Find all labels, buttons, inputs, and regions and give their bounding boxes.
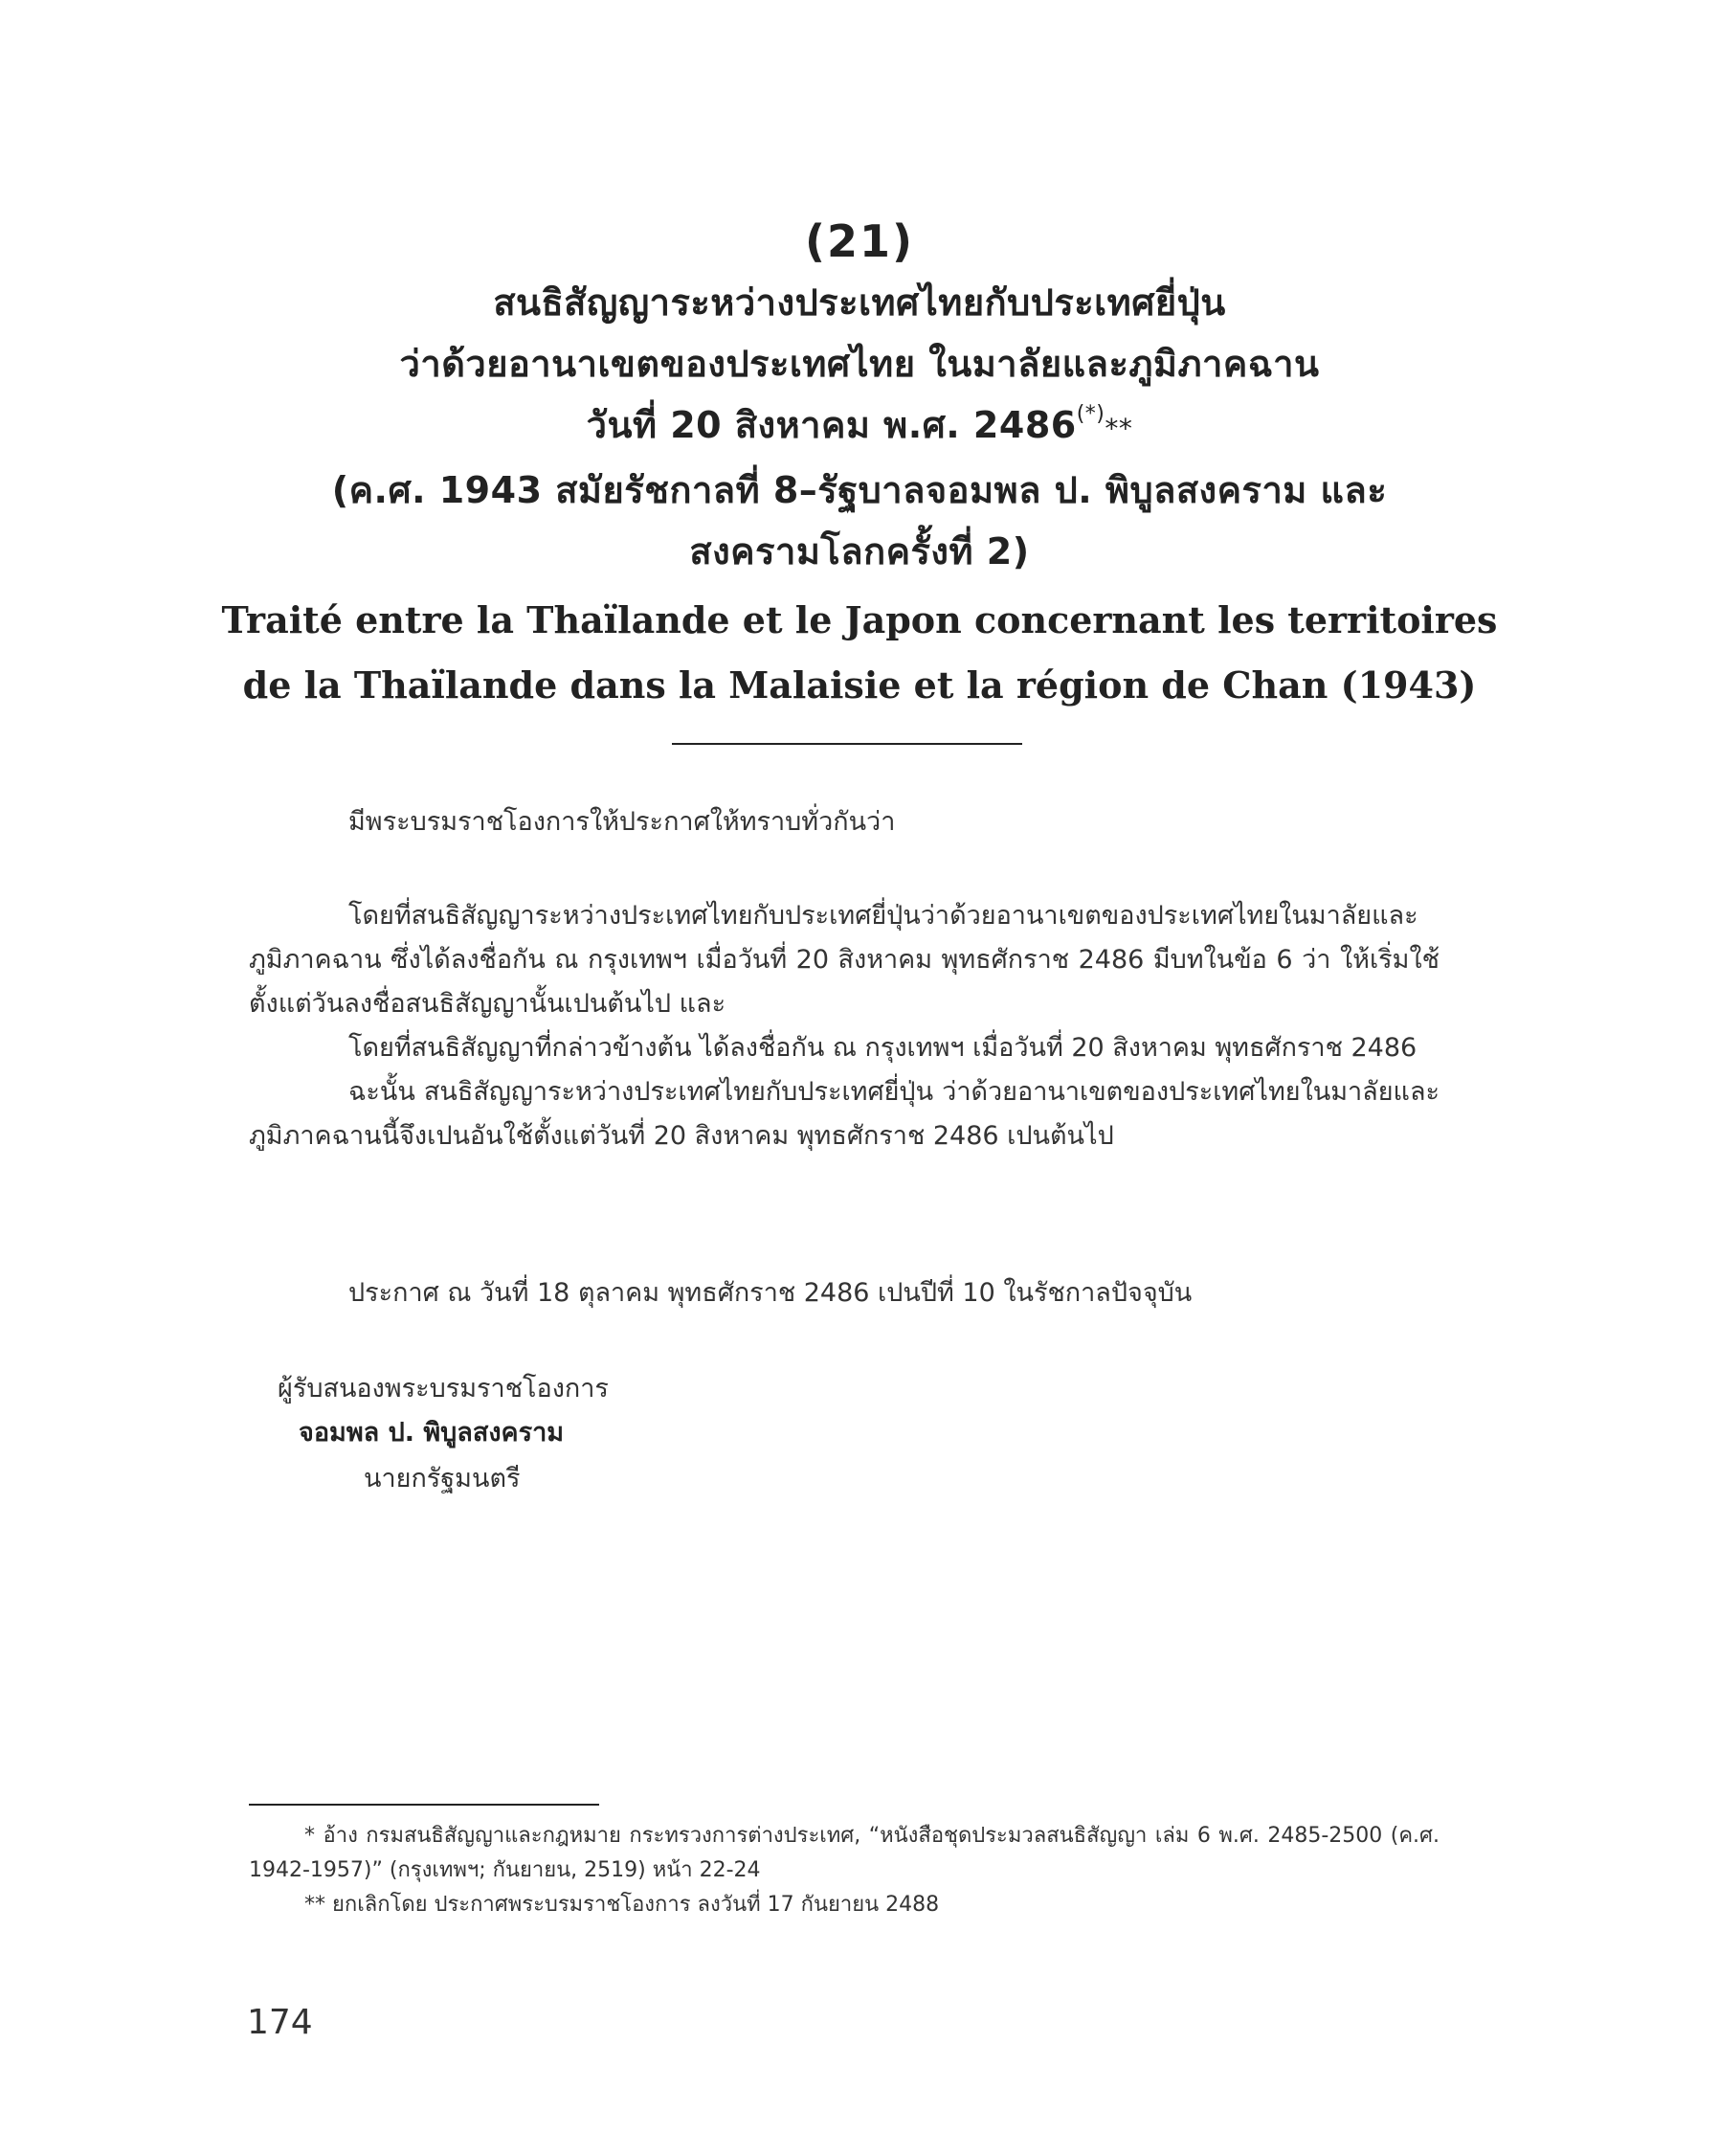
- thai-title-line-5: สงครามโลกครั้งที่ 2): [689, 530, 1030, 573]
- opening-line: มีพระบรมราชโองการให้ประกาศให้ทราบทั่วกันว่า: [348, 807, 896, 837]
- body-paragraphs: [249, 894, 1440, 1158]
- countersign-label: ผู้รับสนองพระบรมราชโองการ: [278, 1374, 609, 1404]
- footnote-divider: [249, 1804, 599, 1806]
- thai-title-line-3: [0, 394, 1719, 460]
- signatory-name: จอมพล ป. พิบูลสงคราม: [299, 1418, 565, 1448]
- signatory-title: นายกรัฐมนตรี: [364, 1464, 521, 1493]
- treaty-number: (21): [804, 215, 915, 267]
- treaty-date: วันที่ 20 สิงหาคม พ.ศ. 2486: [586, 404, 1077, 446]
- footnotes: [249, 1819, 1440, 1922]
- page-number: 174: [247, 2003, 313, 2042]
- title-block: [0, 211, 1719, 718]
- thai-title-line-2: ว่าด้วยอานาเขตของประเทศไทย ในมาลัยและภูมิภาคฉาน: [399, 343, 1320, 385]
- paragraph-1: โดยที่สนธิสัญญาระหว่างประเทศไทยกับประเทศยี่ปุ่นว่าด้วยอานาเขตของประเทศไทยในมาลัยและภูมิภาคฉาน ซึ่งได้ลงชื่อกัน ณ กรุงเทพฯ เมื่อวันที่ 20 สิงหาคม พุทธศักราช 2486 มีบทในข้อ 6 ว่า ให้เริ่มใช้ตั้งแต่วันลงชื่อสนธิสัญญานั้นเปนต้นไป และ: [249, 901, 1440, 1019]
- footnote-mark-2: **: [1105, 413, 1133, 444]
- paragraph-3: ฉะนั้น สนธิสัญญาระหว่างประเทศไทยกับประเทศยี่ปุ่น ว่าด้วยอานาเขตของประเทศไทยในมาลัยและภูมิภาคฉานนี้จึงเปนอันใช้ตั้งแต่วันที่ 20 สิงหาคม พุทธศักราช 2486 เปนต้นไป: [249, 1077, 1440, 1151]
- thai-title-line-1: สนธิสัญญาระหว่างประเทศไทยกับประเทศยี่ปุ่น: [493, 281, 1226, 324]
- french-title-line-1: Traité entre la Thaïlande et le Japon concernant les territoires: [221, 598, 1498, 641]
- footnote-2: ** ยกเลิกโดย ประกาศพระบรมราชโองการ ลงวันที่ 17 กันยายน 2488: [304, 1893, 940, 1917]
- paragraph-2: โดยที่สนธิสัญญาที่กล่าวข้างต้น ได้ลงชื่อกัน ณ กรุงเทพฯ เมื่อวันที่ 20 สิงหาคม พุทธศักราช 2486: [348, 1033, 1418, 1063]
- thai-title-line-4: (ค.ศ. 1943 สมัยรัชกาลที่ 8–รัฐบาลจอมพล ป. พิบูลสงคราม และ: [331, 469, 1388, 511]
- french-title-line-2: de la Thaïlande dans la Malaisie et la région de Chan (1943): [242, 663, 1477, 707]
- proclamation-line: ประกาศ ณ วันที่ 18 ตุลาคม พุทธศักราช 2486 เปนปีที่ 10 ในรัชกาลปัจจุบัน: [348, 1278, 1193, 1308]
- footnote-mark: (*): [1076, 402, 1105, 426]
- footnote-1: * อ้าง กรมสนธิสัญญาและกฎหมาย กระทรวงการต่างประเทศ, “หนังสือชุดประมวลสนธิสัญญา เล่ม 6 พ.ศ. 2485-2500 (ค.ศ. 1942-1957)” (กรุงเทพฯ; กันยายน, 2519) หน้า 22-24: [249, 1824, 1440, 1882]
- title-divider: [672, 743, 1022, 745]
